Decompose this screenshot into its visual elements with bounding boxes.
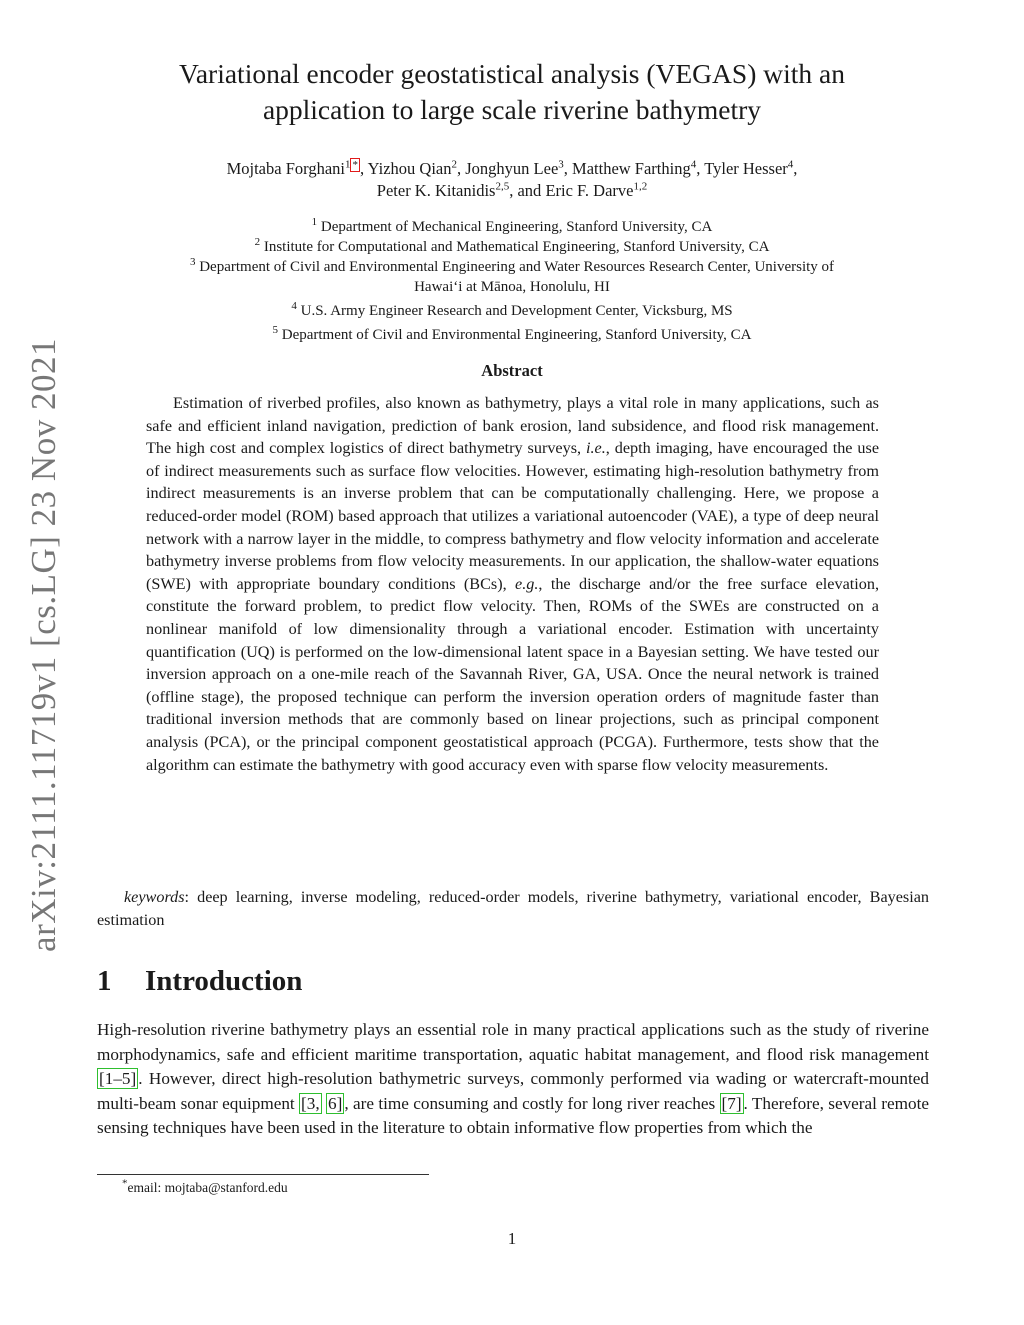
author-affil-sup: 2 <box>451 158 457 171</box>
intro-text: , are time consuming and costly for long river reaches <box>344 1093 720 1113</box>
author-name: Eric F. Darve <box>545 181 634 200</box>
intro-text: . Therefore, several remote sensing techniques have been used in the literature to obtain informative flow properties from which the <box>97 1093 929 1138</box>
footnote-link[interactable]: * <box>352 158 358 171</box>
section-title: Introduction <box>145 965 303 997</box>
footnote-text: email: mojtaba@stanford.edu <box>127 1180 288 1195</box>
title-line-2: application to large scale riverine bathymetry <box>262 94 762 125</box>
author-list <box>100 158 924 202</box>
affiliation-1 <box>100 217 924 237</box>
author-name: Jonghyun Lee <box>465 159 559 178</box>
affil-number: 4 <box>291 300 297 312</box>
affiliation-5 <box>100 325 924 345</box>
author-affil-sup: 1,2 <box>633 180 648 193</box>
affil-number: 5 <box>272 324 278 336</box>
author-affil-sup: 2,5 <box>495 180 510 193</box>
author-affil-sup: 4 <box>787 158 794 171</box>
affiliation-2 <box>100 237 924 257</box>
affil-number: 2 <box>254 236 261 248</box>
affil-text: Department of Civil and Environmental Engineering, Stanford University, CA <box>281 327 752 343</box>
affil-text: U.S. Army Engineer Research and Development Center, Vicksburg, MS <box>300 303 733 319</box>
abstract-heading: Abstract <box>481 361 543 380</box>
footnote-rule <box>97 1174 429 1175</box>
affil-text: Institute for Computational and Mathematical Engineering, Stanford University, CA <box>263 239 770 255</box>
keywords-label: keywords <box>124 888 185 906</box>
abstract-text: , depth imaging, have encouraged the use of indirect measurements such as surface flow velocities. However, estimating high-resolution bathymetry from indirect measurements is an inverse problem that can be computationally challenging. Here, we propose a reduced-order model (ROM) based approach that utilizes a variational autoencoder (VAE), a type of deep neural network with a narrow layer in the middle, to compress bathymetry and flow velocity information and accelerate bathymetry inverse problems from flow velocity measurements. In our application, the shallow-water equations (SWE) with appropriate boundary conditions (BCs), <box>146 439 880 593</box>
author-line-1: Mojtaba Forghani$^1$ * , Yizhou Qian$^2$, Jonghyun Lee$^3$, Matthew Farthing$^4$, Tyler Hesser$^4$, <box>226 158 798 178</box>
intro-paragraph <box>97 1018 929 1141</box>
section-heading <box>97 965 302 998</box>
author-name: Yizhou Qian <box>367 159 452 178</box>
page-number: 1 <box>507 1229 517 1248</box>
affil-number: 3 <box>189 256 196 268</box>
citation-link[interactable]: [3, <box>301 1093 320 1113</box>
intro-text: High-resolution riverine bathymetry plays an essential role in many practical applications such as the study of riverine morphodynamics, safe and efficient maritime transportation, aquatic habitat management, and flood risk management <box>97 1020 929 1064</box>
citation-link[interactable]: [1–5] <box>99 1069 137 1089</box>
author-affil-sup: 3 <box>558 158 564 171</box>
author-conjunction: and <box>517 181 542 200</box>
section-number: 1 <box>97 965 112 997</box>
footnote <box>122 1177 288 1196</box>
abstract-emphasis: i.e. <box>586 439 606 458</box>
affil-text: Department of Civil and Environmental Engineering and Water Resources Research Center, University of <box>199 259 835 275</box>
abstract-text: , the discharge and/or the free surface elevation, constitute the forward problem, to predict flow velocity. Then, ROMs of the SWEs are constructed on a nonlinear manifold of low dimensionality through a variational encoder. Estimation with uncertainty quantification (UQ) is performed on the low-dimensional latent space in a Bayesian setting. We have tested our inversion approach on a one-mile reach of the Savannah River, GA, USA. Once the neural network is trained (offline stage), the proposed technique can perform the inversion operation orders of magnitude faster than traditional inversion methods that are commonly based on linear projections, such as principal component analysis (PCA), or the principal component geostatistical approach (PCGA). Furthermore, tests show that the algorithm can estimate the bathymetry with good accuracy even with sparse flow velocity measurements. <box>146 574 880 774</box>
arxiv-stamp <box>14 338 74 952</box>
intro-text: . However, direct high-resolution bathymetric surveys, commonly performed via wading or watercraft-mounted multi-beam sonar equipment <box>97 1069 929 1113</box>
author-affil-sup: 1 <box>344 158 351 171</box>
affiliation-3 <box>100 257 924 277</box>
author-affil-sup: 4 <box>690 158 697 171</box>
author-name: Peter K. Kitanidis <box>376 181 496 200</box>
arxiv-stamp-text: arXiv:2111.11719v1 [cs.LG] 23 Nov 2021 <box>24 338 64 952</box>
affil-text: Department of Mechanical Engineering, Stanford University, CA <box>320 219 713 235</box>
affiliation-4 <box>100 301 924 321</box>
affiliations <box>100 217 924 345</box>
title-line-1: Variational encoder geostatistical analysis (VEGAS) with an <box>179 58 845 89</box>
affiliation-3-cont: Hawai‘i at Mānoa, Honolulu, HI <box>414 279 610 295</box>
keywords <box>97 886 929 932</box>
citation-link[interactable]: [7] <box>721 1093 742 1113</box>
footnote-mark: * <box>122 1177 128 1190</box>
paper-title <box>110 56 914 128</box>
author-name: Tyler Hesser <box>704 159 788 178</box>
author-name: Matthew Farthing <box>572 159 691 178</box>
abstract-body <box>146 392 879 776</box>
affil-number: 1 <box>311 216 318 228</box>
author-line-2: Peter K. Kitanidis$^{2,5}$, and Eric F. Darve$^{1,2}$ <box>376 180 648 200</box>
author-name: Mojtaba Forghani <box>226 159 345 178</box>
abstract-emphasis: e.g. <box>515 574 539 593</box>
keywords-text: : deep learning, inverse modeling, reduced-order models, riverine bathymetry, variational encoder, Bayesian estimation <box>97 888 929 929</box>
abstract-text: Estimation of riverbed profiles, also known as bathymetry, plays a vital role in many applications, such as safe and efficient inland navigation, prediction of bank erosion, land subsidence, and flood risk management. The high cost and complex logistics of direct bathymetry surveys, <box>146 394 879 458</box>
citation-link[interactable]: 6] <box>328 1093 343 1113</box>
